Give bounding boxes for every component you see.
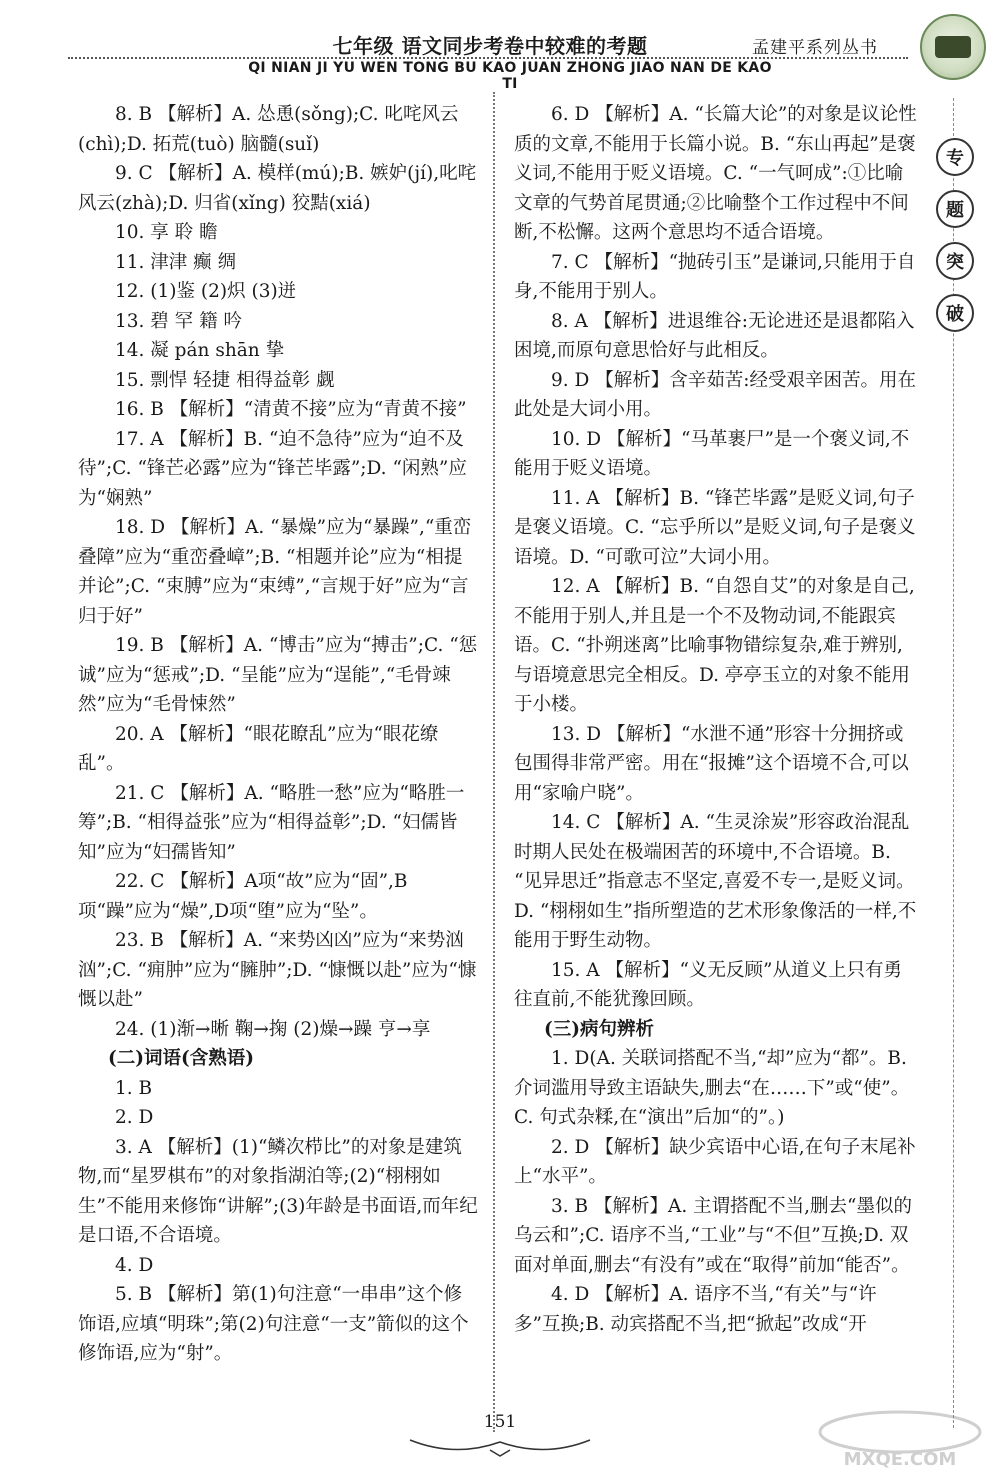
column-divider bbox=[493, 92, 495, 1432]
title-pinyin: QI NIAN JI YU WEN TONG BU KAO JUAN ZHONG JIAO NAN DE KAO TI bbox=[248, 60, 772, 92]
answer-item: 8. A 【解析】进退维谷:无论进还是退都陷入困境,而原句意思恰好与此相反。 bbox=[514, 310, 915, 361]
answer-item: 17. A 【解析】B. “迫不急待”应为“迫不及待”;C. “锋芒必露”应为“锋芒毕露”;D. “闲熟”应为“娴熟” bbox=[78, 428, 467, 509]
answer-item: 18. D 【解析】A. “暴燥”应为“暴躁”,“重峦叠障”应为“重峦叠嶂”;B. “相题并论”应为“相提并论”;C. “束膊”应为“束缚”,“言规于好”应为“言归于好” bbox=[78, 517, 472, 627]
page-header bbox=[0, 0, 1000, 90]
side-tab: 突 bbox=[936, 242, 974, 280]
header-divider bbox=[68, 57, 908, 59]
page-number: 151 bbox=[483, 1412, 517, 1432]
answer-item: 1. D(A. 关联词搭配不当,“却”应为“都”。B. 介词滥用导致主语缺失,删去“在……下”或“使”。C. 句式杂糅,在“演出”后加“的”。) bbox=[514, 1048, 910, 1128]
answer-item: 7. C 【解析】“抛砖引玉”是谦词,只能用于自身,不能用于别人。 bbox=[514, 251, 916, 302]
watermark-logo bbox=[810, 1410, 990, 1472]
answer-item: 14. C 【解析】A. “生灵涂炭”形容政治混乱时期人民处在极端困苦的环境中,不合语境。B. “见异思迁”指意志不坚定,喜爱不专一,是贬义词。D. “栩栩如生”指所塑造的艺术形象像活的一样,不能用于野生动物。 bbox=[514, 812, 917, 951]
answer-item: 8. B 【解析】A. 怂恿(sǒng);C. 叱咤风云(chì);D. 拓荒(tuò) 脑髓(suǐ) bbox=[78, 104, 459, 155]
answer-item: 3. B 【解析】A. 主谓搭配不当,删去“墨似的乌云和”;C. 语序不当,“工业”与“不但”互换;D. 双面对单面,删去“有没有”或在“取得”前加“能否”。 bbox=[514, 1195, 912, 1276]
answer-item: 2. D 【解析】缺少宾语中心语,在句子末尾补上“水平”。 bbox=[514, 1136, 916, 1187]
side-tabs bbox=[936, 138, 972, 346]
side-tab: 题 bbox=[936, 190, 974, 228]
book-title: 七年级 语文同步考卷中较难的考题 bbox=[332, 34, 648, 58]
left-column bbox=[78, 100, 478, 1369]
answer-item: 5. B 【解析】第(1)句注意“一串串”这个修饰语,应填“明珠”;第(2)句注意“一支”箭似的这个修饰语,应为“射”。 bbox=[78, 1284, 469, 1364]
answer-item: 9. D 【解析】含辛茹苦:经受艰辛困苦。用在此处是大词小用。 bbox=[514, 369, 916, 420]
answer-item: 4. D bbox=[115, 1254, 154, 1276]
answer-item: 1. B bbox=[115, 1077, 153, 1099]
answer-item: 10. D 【解析】“马革裹尸”是一个褒义词,不能用于贬义语境。 bbox=[514, 428, 910, 479]
section-heading: (三)病句辨析 bbox=[544, 1018, 655, 1040]
answer-item: 9. C 【解析】A. 模样(mú);B. 嫉妒(jí),叱咤风云(zhà);D. 归省(xǐng) 狡黠(xiá) bbox=[78, 163, 477, 214]
answer-item: 10. 享 聆 瞻 bbox=[115, 222, 218, 243]
series-name: 孟建平系列丛书 bbox=[752, 38, 878, 58]
right-column bbox=[514, 100, 918, 1339]
answer-item: 13. D 【解析】“水泄不通”形容十分拥挤或包围得非常严密。用在“报摊”这个语境不合,可以用“家喻户晓”。 bbox=[514, 723, 909, 804]
section-heading: (二)词语(含熟语) bbox=[108, 1048, 255, 1069]
answer-item: 15. 剽悍 轻捷 相得益彰 觑 bbox=[115, 369, 335, 391]
footer-ornament-icon bbox=[405, 1434, 595, 1458]
side-tab: 破 bbox=[936, 294, 974, 332]
svg-text:MXQE.COM: MXQE.COM bbox=[843, 1449, 957, 1470]
answer-item: 3. A 【解析】(1)“鳞次栉比”的对象是建筑物,而“星罗棋布”的对象指湖泊等;(2)“栩栩如生”不能用来修饰“讲解”;(3)年龄是书面语,而年纪是口语,不合语境。 bbox=[78, 1136, 478, 1246]
answer-item: 11. 津津 癫 绸 bbox=[115, 251, 237, 273]
answer-item: 21. C 【解析】A. “略胜一愁”应为“略胜一筹”;B. “相得益张”应为“相得益彰”;D. “妇儒皆知”应为“妇孺皆知” bbox=[78, 782, 465, 863]
answer-item: 12. (1)鉴 (2)炽 (3)迸 bbox=[115, 281, 297, 302]
answer-item: 24. (1)渐→晰 鞠→掬 (2)燥→躁 亨→享 bbox=[115, 1018, 431, 1040]
answer-item: 23. B 【解析】A. “来势凶凶”应为“来势汹汹”;C. “痈肿”应为“臃肿”;D. “慷慨以赴”应为“慷慨以赴” bbox=[78, 930, 477, 1010]
answer-item: 4. D 【解析】A. 语序不当,“有关”与“许多”互换;B. 动宾搭配不当,把“掀起”改成“开 bbox=[514, 1284, 877, 1335]
answer-item: 11. A 【解析】B. “锋芒毕露”是贬义词,句子是褒义语境。C. “忘乎所以”是贬义词,句子是褒义语境。D. “可歌可泣”大词小用。 bbox=[514, 487, 916, 568]
answer-item: 20. A 【解析】“眼花瞭乱”应为“眼花缭乱”。 bbox=[78, 723, 439, 774]
answer-item: 19. B 【解析】A. “博击”应为“搏击”;C. “惩诚”应为“惩戒”;D. “呈能”应为“逞能”,“毛骨竦然”应为“毛骨悚然” bbox=[78, 635, 478, 715]
answer-item: 12. A 【解析】B. “自怨自艾”的对象是自己,不能用于别人,并且是一个不及物动词,不能跟宾语。C. “扑朔迷离”比喻事物错综复杂,难于辨别,与语境意思完全相反。D. 亭亭玉立的对象不能用于小楼。 bbox=[514, 576, 915, 715]
answer-item: 15. A 【解析】“义无反顾”从道义上只有勇往直前,不能犹豫回顾。 bbox=[514, 959, 902, 1010]
answer-item: 16. B 【解析】“清黄不接”应为“青黄不接” bbox=[115, 399, 467, 420]
answer-item: 6. D 【解析】A. “长篇大论”的对象是议论性质的文章,不能用于长篇小说。B. “东山再起”是褒义词,不能用于贬义语境。C. “一气呵成”:①比喻文章的气势首尾贯通;②比喻整个工作过程中不间断,不松懈。这两个意思均不适合语境。 bbox=[514, 104, 917, 243]
answer-item: 14. 凝 pán shān 挚 bbox=[115, 340, 285, 361]
side-tab: 专 bbox=[936, 138, 974, 176]
answer-item: 22. C 【解析】A项“故”应为“固”,B项“躁”应为“燥”,D项“堕”应为“坠”。 bbox=[78, 871, 408, 922]
answer-item: 2. D bbox=[115, 1107, 154, 1128]
series-logo-icon bbox=[920, 14, 986, 80]
answer-item: 13. 碧 罕 籍 吟 bbox=[115, 310, 242, 332]
